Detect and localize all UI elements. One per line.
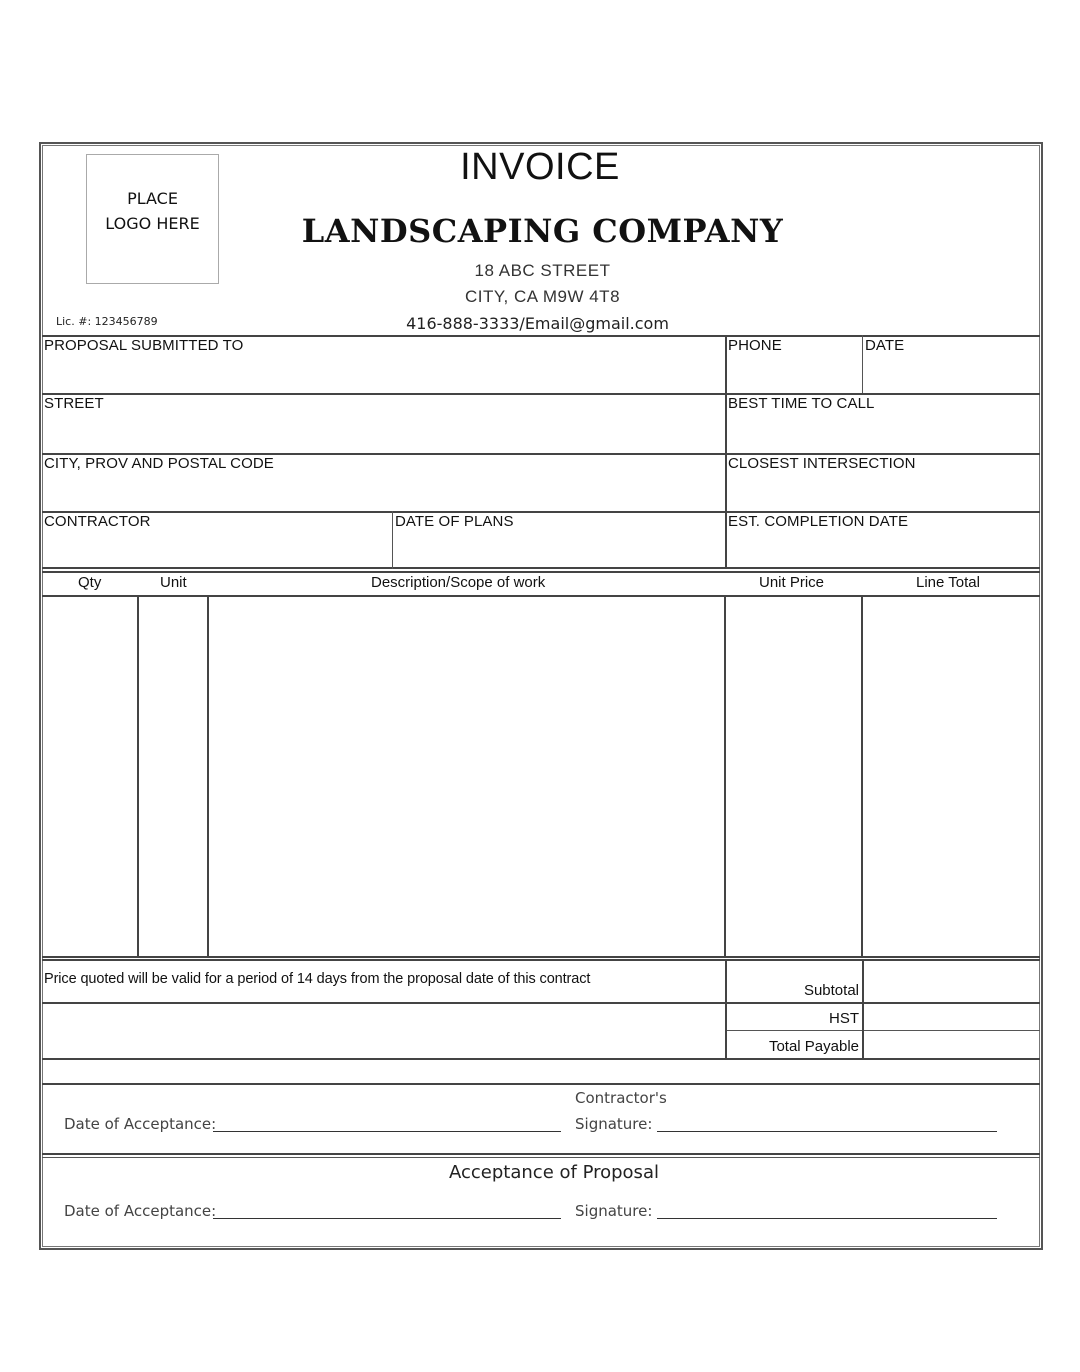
divider — [42, 1083, 1040, 1085]
table-top-border — [42, 571, 1040, 573]
hst-label: HST — [829, 1010, 859, 1027]
company-contact: 416-888-3333/Email@gmail.com — [406, 314, 669, 333]
field-label-street: STREET — [44, 395, 104, 412]
column-header-unit-price: Unit Price — [759, 574, 825, 591]
logo-line-2: LOGO HERE — [105, 214, 200, 233]
customer-signature-line[interactable] — [657, 1218, 997, 1219]
divider — [42, 1002, 1040, 1004]
field-label-est-completion-date: EST. COMPLETION DATE — [728, 513, 909, 530]
contractor-signature-line[interactable] — [657, 1131, 997, 1132]
customer-date-of-acceptance-label: Date of Acceptance: — [64, 1202, 217, 1220]
divider — [392, 511, 393, 569]
column-header-description: Description/Scope of work — [371, 574, 546, 591]
field-label-closest-intersection: CLOSEST INTERSECTION — [728, 455, 916, 472]
company-city: CITY, CA M9W 4T8 — [464, 287, 621, 306]
contractor-date-of-acceptance-line[interactable] — [213, 1131, 561, 1132]
total-payable-label: Total Payable — [768, 1038, 859, 1055]
license-number: Lic. #: 123456789 — [56, 315, 158, 328]
column-divider — [861, 595, 863, 957]
contractor-signature-label: Signature: — [575, 1115, 653, 1133]
divider — [862, 335, 863, 393]
column-divider — [207, 595, 209, 957]
customer-date-of-acceptance-line[interactable] — [213, 1218, 561, 1219]
document-title: INVOICE — [460, 146, 620, 188]
price-validity-note: Price quoted will be valid for a period of 14 days from the proposal date of this contract — [44, 971, 591, 987]
table-bottom-border — [42, 956, 1040, 958]
column-header-line-total: Line Total — [916, 574, 980, 591]
acceptance-of-proposal-title: Acceptance of Proposal — [449, 1162, 659, 1183]
field-label-date: DATE — [865, 337, 905, 354]
divider — [42, 393, 1040, 395]
subtotal-label: Subtotal — [803, 982, 859, 999]
field-label-contractor: CONTRACTOR — [44, 513, 151, 530]
contractor-date-of-acceptance-label: Date of Acceptance: — [64, 1115, 217, 1133]
divider — [725, 335, 727, 569]
field-label-phone: PHONE — [728, 337, 782, 354]
column-divider — [137, 595, 139, 957]
contractors-label: Contractor's — [575, 1089, 667, 1107]
divider — [42, 1157, 1040, 1158]
divider — [725, 1030, 1040, 1031]
divider — [42, 567, 1040, 569]
column-header-qty: Qty — [78, 574, 102, 591]
column-header-unit: Unit — [160, 574, 187, 591]
column-divider — [724, 595, 726, 957]
divider — [862, 959, 864, 1059]
field-label-proposal-submitted-to: PROPOSAL SUBMITTED TO — [44, 337, 244, 354]
customer-signature-label: Signature: — [575, 1202, 653, 1220]
divider — [42, 959, 1040, 961]
field-label-date-of-plans: DATE OF PLANS — [395, 513, 514, 530]
company-name: LANDSCAPING COMPANY — [301, 212, 784, 250]
company-street: 18 ABC STREET — [474, 261, 611, 280]
divider — [42, 1153, 1040, 1155]
field-label-best-time-to-call: BEST TIME TO CALL — [728, 395, 875, 412]
table-header-border — [42, 595, 1040, 597]
field-label-city-prov-postal: CITY, PROV AND POSTAL CODE — [44, 455, 274, 472]
divider — [42, 1058, 1040, 1060]
invoice-inner-border — [42, 145, 1040, 1247]
logo-line-1: PLACE — [127, 189, 178, 208]
